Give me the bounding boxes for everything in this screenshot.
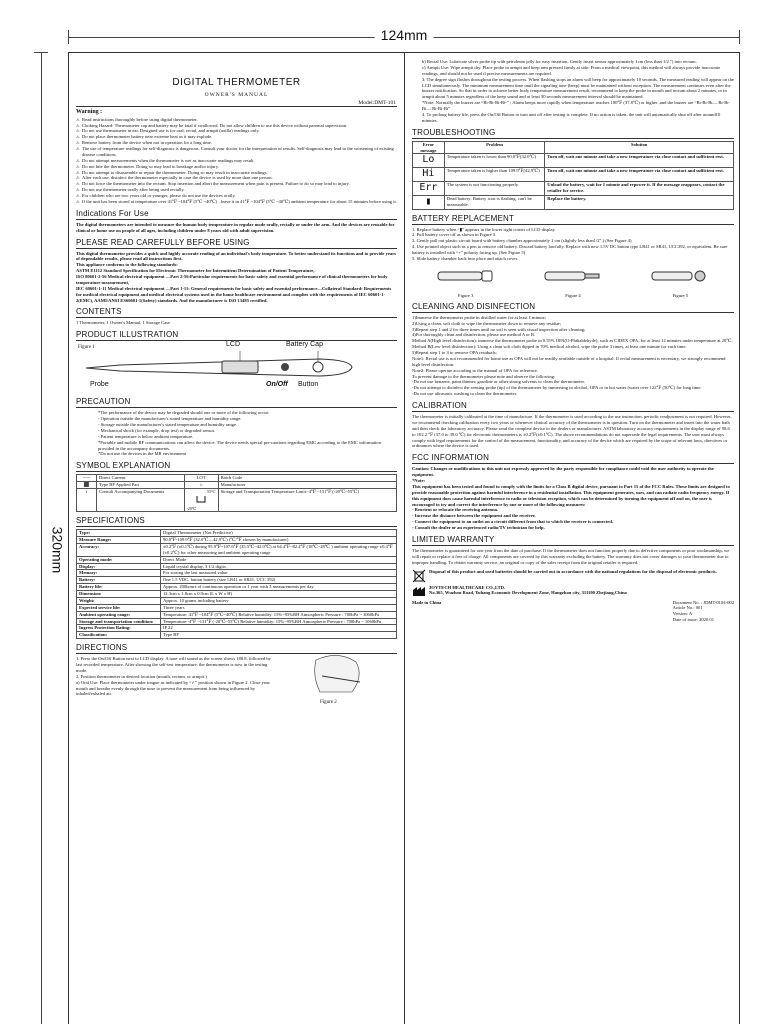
symbol-row [77, 482, 397, 489]
contents-text: 1 Thermometer, 1 Owner's Manual, 1 Storage Case [76, 320, 171, 326]
disposal-text: Disposal of this product and used batteries should be carried out in accordance with the national regulations for the disposal of electronic products. [429, 568, 717, 574]
figure-2-label: Figure 2 [320, 700, 337, 706]
read-carefully-heading: PLEASE READ CAREFULLY BEFORE USING [76, 238, 397, 249]
circuit-board-figure [543, 264, 603, 288]
spec-value: 12.3cm x 1.8cm x 0.9cm (L x W x H) [161, 591, 397, 598]
symbol-glyph: LOT [184, 475, 218, 482]
precaution-item: - Storage outside the manufacturer's stated temperature and humidity range. [98, 422, 238, 428]
cleaning-item: Note2: Please operate according to the manual of OPA for reference. [412, 367, 538, 373]
cleaning-item: -Do not attempt to disinfect the sensing probe (tip) of the thermometer by immersing in alcohol, OPA or in hot water (water over 122℉ (50℃) for long time. [412, 385, 702, 391]
calibration-text: The thermometer is initially calibrated at the time of manufacture. If the thermometer is used according to the use instruction, periodic readjustment is not required. However, we recommend checking calibration every two years or whenever clinical accuracy of the thermometer is in question. Turn on the thermometer and insert into the water bath and then check the laboratory accuracy. Please send the complete device to the dealers or manufacturer. ASTM laboratory accuracy requirements in the display range of 98.6 to 102.2 ℉ (37.0 to 39.0 ℃) for electronic thermometers is ±0.2℉(±0.1℃). The above recommendations do not supersede the legal requirements. The user must always comply with legal requirements for the control of the measurement, functionality, and accuracy of the device which are required by the scope of relevant laws, directives or ordinances where the device is used. [412, 414, 732, 449]
spec-label: Battery life: [77, 584, 161, 591]
battery-figures [412, 264, 734, 298]
battery-heading: BATTERY REPLACEMENT [412, 214, 734, 225]
spec-value: Digital Thermometer (Not Predictive) [161, 530, 397, 537]
spec-label: Ambient operating range: [77, 611, 161, 618]
spec-row [77, 591, 397, 598]
product-illustration [76, 343, 397, 393]
left-column [69, 53, 405, 1024]
directions-list [76, 656, 276, 697]
solution-text: Unload the battery, wait for 1 minute and repower it. If the message reappears, contact the retailer for service. [545, 181, 734, 195]
document-footer [412, 600, 734, 624]
problem-text: The system is not functioning properly. [444, 181, 544, 195]
spec-row [77, 611, 397, 618]
fcc-measure: - Reorient or relocate the receiving antenna. [412, 507, 499, 513]
spec-row [77, 563, 397, 570]
battery-step: 1. Replace battery when “▮” appears in the lower right corner of LCD display. [412, 226, 556, 232]
solution-text: Turn off, wait one minute and take a new temperature via close contact and sufficient rest. [545, 168, 734, 182]
warning-item: ⚠ Choking Hazard: Thermometer cap and battery may be fatal if swallowed. Do not allow children to use this device without parental supervision. [76, 123, 397, 129]
spec-row [77, 604, 397, 611]
spec-value: For storing the last measured value [161, 570, 397, 577]
battery-step: 2. Pull battery cover off as shown in Figure 3. [412, 232, 497, 238]
spec-value: One 1.5 VDC. button battery (size LR41 or SR41, UCC 392) [161, 577, 397, 584]
specifications-heading: SPECIFICATIONS [76, 516, 397, 527]
cleaning-item: To prevent damage to the thermometer please note and observe the following: [412, 373, 556, 379]
spec-label: Ingress Protection Rating: [77, 625, 161, 632]
fcc-heading: FCC INFORMATION [412, 453, 734, 464]
made-in: Made in China [412, 599, 442, 605]
symbol-heading: SYMBOL EXPLANATION [76, 461, 397, 472]
temp-high: 55℃ [207, 489, 216, 495]
warranty-text: The thermometer is guaranteed for one year from the date of purchase. If the thermometer does not function properly due to defective components or poor workmanship, we will repair or replace it free of charge. All components are covered by this warranty excluding the battery. The warranty does not cover damages to your thermometer due to improper handling. To obtain warranty service, an original or copy of the sales receipt from the original retailer is required. [412, 547, 730, 565]
figure-4 [543, 264, 603, 298]
fcc-measure: - Connect the equipment to an outlet on a circuit different from that to which the receiver is connected. [412, 519, 614, 525]
contents-heading: CONTENTS [76, 307, 397, 318]
direction-item: c) Armpit Use: Wipe armpit dry. Place probe in armpit and keep arm pressed firmly at side. From a medical viewpoint, this method will always provide inaccurate readings, and should not be used if precise measurements are required. [422, 64, 721, 76]
precaution-item: *Do not use the devices in the MR environment [98, 451, 187, 457]
figure-1-label: Figure 1 [78, 345, 95, 351]
right-column [405, 53, 740, 1024]
warning-item: ⚠ After each use, disinfect the thermometer especially in case the device is used by more than one person. [76, 175, 397, 181]
col-header: Problem [444, 141, 544, 154]
precaution-item: - Operation outside the manufacturer's stated temperature and humidity range. [98, 416, 242, 422]
cleaning-item: Note1: Rectal use is not recommended for home use as OPA will not be readily available outside of a hospital. If rectal measurement is necessary, we strongly recommend high level disinfection. [412, 355, 726, 367]
spec-value: Approx. 200hours of continuous operation or 1 year with 3 measurements per day [161, 584, 397, 591]
spec-value: Type BF [161, 632, 397, 639]
probe-label: Probe [90, 381, 109, 389]
solution-text: Replace the battery. [545, 195, 734, 209]
warning-item: ⚠ Do not use thermometer orally after being used rectally. [76, 187, 397, 193]
warranty-heading: LIMITED WARRANTY [412, 535, 734, 546]
precaution-item: - Patient temperature is below ambient temperature. [98, 433, 194, 439]
warning-item: ⚠ Do not bite the thermometer. Doing so may lead to breakage and/or injury. [76, 164, 397, 170]
cleaning-item: -Do not use ultrasonic washing to clean the thermometer. [412, 391, 517, 397]
spec-label: Battery: [77, 577, 161, 584]
direction-item: 3. The degree sign flashes throughout the testing process. When flashing stops an alarm will beep for approximately 10 seconds. The measured reading will appear on the LCD simultaneously. The minimum measurement time until the signaling tone (beep) must be maintained without exception. The measurement continues even after the buzzer notification. So that in order to achieve better body temperature measurement result, recommend to keep the probe in mouth and rectum about 2 minutes, or in armpit about 5 minutes regardless of the beep sound and at least 30 seconds measurement interval should be maintained. [422, 76, 734, 100]
width-label: 124mm [375, 27, 434, 43]
spec-label: Display: [77, 563, 161, 570]
thermometer-illustration [80, 351, 380, 381]
precaution-list [76, 410, 397, 457]
warning-item: ⚠ Do not place thermometer battery near extreme heat as it may explode. [76, 134, 397, 140]
cleaning-item: Method B(Low level disinfection): Using a clean soft cloth dipped in 70% medical alcohol, wipe the probe 3 times, at least one minute for each time. [412, 344, 687, 350]
battery-cover-figure [436, 264, 496, 288]
troubleshooting-row [413, 195, 734, 209]
symbol-glyph: ~~~ [77, 475, 97, 482]
spec-row [77, 597, 397, 604]
spec-label: Dimension: [77, 591, 161, 598]
product-heading: PRODUCT ILLUSTRATION [76, 330, 397, 341]
solution-text: Turn off, wait one minute and take a new temperature via close contact and sufficient rest. [545, 154, 734, 168]
precaution-item: *The performance of the device may be degraded should one or more of the following occur: [98, 410, 270, 416]
troubleshooting-heading: TROUBLESHOOTING [412, 128, 734, 139]
figure-3-label: Figure 3 [457, 292, 474, 298]
spec-label: Operating mode: [77, 556, 161, 563]
spec-value: Liquid crystal display, 3 1/2 digits [161, 563, 397, 570]
spec-value: IP 22 [161, 625, 397, 632]
precaution-item: - Mechanical shock (for example, drop test) or degraded sensor. [98, 427, 216, 433]
indications-text: The digital thermometers are intended to measure the human body temperature in regular mode orally, rectally or under the arm. And the devices are reusable for clinical or home use on people of all ages, including children under 8 years old with adult supervision. [76, 221, 395, 233]
temperature-limit-icon [184, 489, 218, 512]
dimension-tick [34, 52, 48, 53]
spec-label: Memory: [77, 570, 161, 577]
precaution-item: *Portable and mobile RF communications can affect the device. The device needs special pre-cautions regarding EMC according to the EMC information provided in the accompany documents. [98, 439, 381, 451]
spec-row [77, 625, 397, 632]
warning-item: ⚠ Read instructions thoroughly before using digital thermometer. [76, 117, 397, 123]
fcc-measure: - Increase the distance between the equipment and the receiver. [412, 513, 536, 519]
spec-value: ±0.2℉ (±0.1℃) during 95.9℉~107.6℉ (35.5℃~42.0℃) at 64.4℉~82.4℉ (18℃~28℃ ) ambient operating range ±0.4℉ (±0.2℃) for other measuring and ambient operating range [161, 543, 397, 556]
dimension-line [41, 52, 42, 1024]
manufacturer-block [412, 585, 734, 597]
height-dimension-marker [34, 52, 66, 1024]
warning-item: ⚠ Do not force the thermometer into the rectum. Stop insertion and abort the measurement when pain is present. Failure to do so may lead to injury. [76, 181, 397, 187]
standard-item: IEC 60601-1-11 Medical electrical equipment —Part 1-11: General requirements for basic safety and essential performance—Collateral Standard: Requirements for medical electrical equipment and medical electrical systems used in the home healthcare environment and complies with the requirements of IEC 60601-1-2(EMC), AAMI/ANSI ES60601-1(Safety) standards. And the manufacturer is ISO 13485 certified. [76, 285, 392, 303]
spec-row [77, 543, 397, 556]
directions-block [76, 656, 397, 706]
battery-insert-figure [650, 264, 710, 288]
problem-text: Temperature taken is lower than 90.0℉(32.0℃) [444, 154, 544, 168]
spec-row [77, 618, 397, 625]
symbol-description: Storage and Transportation Temperature Limit:-4℉ ~131℉ (-20℃~55℃) [218, 489, 396, 512]
standard-item: ASTM E1112 Standard Specification for Electronic Thermometer for Intermittent Determination of Patient Temperature, [76, 268, 315, 274]
standards-intro: This appliance conforms to the following standards: [76, 262, 178, 268]
spec-label: Storage and transportation condition: [77, 618, 161, 625]
direction-item: b) Rectal Use: Lubricate silver probe tip with petroleum jelly for easy insertion. Gently insert sensor approximately 1cm (less than 1/2 ") into rectum. [422, 59, 697, 64]
spec-label: Accuracy: [77, 543, 161, 556]
direction-item: 1. Press the On/Off Button next to LCD display. A tone will sound as the screen shows 188.8, followed by last recorded temperature. After showing the self-test temperature, the thermometer is now in the testing mode. [76, 656, 271, 673]
symbol-glyph: i [77, 489, 97, 512]
spec-label: Expected service life: [77, 604, 161, 611]
version: Version: A [672, 611, 693, 617]
spec-value: 90.0℉-109.9℉ (32.0℃—42.9℃) (℃/℉ chosen by manufacturer) [161, 537, 397, 544]
figure-5-label: Figure 5 [672, 292, 689, 298]
direction-item: 4. To prolong battery life, press the On/Off Button to turn unit off after testing is complete. If no action is taken, the unit will automatically shut off after around10 minutes. [422, 111, 721, 123]
spec-value: Direct Mode [161, 556, 397, 563]
fcc-measure: - Consult the dealer or an experienced radio/TV technician for help. [412, 525, 545, 531]
spec-value: Three years [161, 604, 397, 611]
figure-4-label: Figure 4 [565, 292, 581, 298]
article-number: Article No.: 001 [672, 605, 703, 611]
manual-page [68, 52, 740, 1024]
direction-item: *Note: Normally the buzzer are “Bi-Bi-Bi-Bi-” ; Alarm beeps more rapidly when temperature reaches 100℉ (37.8℃) or higher ,and the buzzer are “Bi-Bi-Bi— Bi-Bi-Bi— Bi-Bi-Bi” [422, 100, 731, 111]
error-code: Lo [413, 154, 445, 168]
spec-row [77, 537, 397, 544]
company-name: JOYTECH HEALTHCARE CO.,LTD. [429, 584, 506, 590]
specifications-table [76, 529, 397, 639]
height-label: 320mm [49, 521, 65, 580]
battery-cap-label: Battery Cap [286, 341, 323, 349]
col-header: Solution [545, 141, 734, 154]
document-number: Document No. : JDMT-0104-002 [672, 599, 734, 605]
fcc-measures-list [412, 507, 734, 531]
troubleshooting-table [412, 141, 734, 210]
dimension-tick [739, 30, 740, 44]
spec-label: Weight: [77, 597, 161, 604]
document-title: DIGITAL THERMOMETER [172, 77, 301, 88]
document-subtitle: OWNER'S MANUAL [204, 92, 269, 98]
symbol-description: Direct Current [97, 475, 185, 482]
width-dimension-marker [68, 27, 740, 44]
error-code: ▮ [413, 195, 445, 209]
spec-value: Temperature: 41℉ ~104℉ (5℃~40℃) Relative humidity: 15%~95%RH Atmospheric Pressure : 700hPa ~ 1060hPa [161, 611, 397, 618]
cleaning-item: 5)Repeat step 1 to 3 to remove OPA residuals; [412, 350, 497, 356]
weee-bin-icon [412, 569, 426, 583]
model-number: Model:DMT-101 [358, 100, 396, 106]
warning-item: ⚠ If the unit has been stored at temperature over 41℉ ~104℉ (5℃ ~40℃) , leave it in 41℉ ~104℉ (5℃ ~40℃) ambient temperature for about 15 minutes before using it. [76, 199, 397, 205]
problem-text: Dead battery: Battery icon is flashing, can't be measurable. [444, 195, 544, 209]
error-code: Hi [413, 168, 445, 182]
troubleshooting-row [413, 168, 734, 182]
spec-label: Type: [77, 530, 161, 537]
troubleshooting-row [413, 181, 734, 195]
spec-row [77, 632, 397, 639]
cleaning-item: 4)For thoroughly clean and disinfection, please use method A or B. [412, 332, 536, 338]
cleaning-item: 2)Using a clean, soft cloth to wipe the thermometer down to remove any residue; [412, 320, 561, 326]
cleaning-heading: CLEANING AND DISINFECTION [412, 302, 734, 313]
fcc-text: This equipment has been tested and found to comply with the limits for a Class B digital device, pursuant to Part 15 of the FCC Rules. These limits are designed to provide reasonable protection against harmful interference in a residential installation. This equipment generates, uses, and can radiate radio frequency energy. If this equipment does cause harmful interference to radio or television reception, which can be determined by turning the equipment off and on, the user is encouraged to try and correct the interference by one or more of the following measures: [412, 483, 730, 507]
figure-5 [650, 264, 710, 298]
spec-row [77, 570, 397, 577]
troubleshooting-row [413, 154, 734, 168]
standard-item: ISO 80601-2-56 Medical electrical equipment —Part 2-56:Particular requirements for basic safety and essential performance of clinical thermometers for body temperature measurement, [76, 274, 388, 285]
spec-value: Approx. 10 grams including battery [161, 597, 397, 604]
directions-heading: DIRECTIONS [76, 643, 397, 654]
calibration-heading: CALIBRATION [412, 401, 734, 412]
spec-label: Classification: [77, 632, 161, 639]
warning-item: ⚠ For children who are two years old or younger, please do not use the devices orally. [76, 193, 397, 199]
symbol-row [77, 489, 397, 512]
symbol-description: Manufacturer [218, 482, 396, 489]
direction-item: a) Oral Use: Place thermometer under tongue as indicated by “✓” position shown in Figure 2. Close your mouth and breathe evenly through the nose to prevent the measurement from being influenced by inhaled/exhaled air. [76, 679, 270, 697]
cleaning-list [412, 315, 734, 397]
cleaning-item: 3)Repeat step 1 and 2 for three times until no soil is seen with visual inspection after cleaning; [412, 326, 586, 332]
cleaning-item: Method A(High level disinfection): immerse the thermometer probe in 0.55% OPA(O-Phthaldehyde), such as CIDEX OPA, for at least 12 minutes under temperature at 20℃; [412, 338, 733, 344]
symbol-table [76, 474, 397, 512]
problem-text: Temperature taken is higher than 109.9℉(42.9℃) [444, 168, 544, 182]
spec-label: Measure Range: [77, 537, 161, 544]
onoff-label: On/Off [266, 381, 288, 389]
precaution-heading: PRECAUTION [76, 397, 397, 408]
thermometer-limit-icon [195, 494, 207, 504]
battery-step: 5. Slide battery chamber back into place and attach cover. [412, 255, 518, 261]
warning-item: ⚠ Do not attempt measurements when the thermometer is wet as inaccurate readings may result. [76, 158, 397, 164]
warning-list [76, 117, 397, 205]
button-label: Button [298, 381, 319, 389]
cleaning-item: 1)Immerse the thermometer probe in distilled water for at least 1 minute; [412, 314, 547, 320]
error-code: Err [413, 181, 445, 195]
figure-3 [436, 264, 496, 298]
symbol-glyph: ⌂ [184, 482, 218, 489]
battery-step: 4. Use pointed object such as a pen to remove old battery. Discard battery lawfully. Replace with new 1.5V DC button type LR41 or SR41, UCC392, or equivalent. Be sure battery is installed with “+” polarity facing up. (See Figure 5) [412, 244, 728, 256]
symbol-description: Consult Accompanying Documents [97, 489, 185, 512]
spec-value: Temperature:-4℉ ~131℉ (-20℃~55℃) Relative humidity: 15%~95%RH Atmospheric Pressure : 700hPa ~ 1060hPa [161, 618, 397, 625]
battery-list [412, 227, 734, 262]
spec-row [77, 577, 397, 584]
temp-low: -20℃ [186, 506, 197, 512]
oral-position-figure [308, 652, 368, 700]
warning-item: ⚠ Do not attempt to disassemble or repair the thermometer. Doing so may result in inaccurate readings. [76, 170, 397, 176]
col-header: Error message [413, 141, 445, 154]
direction-item: 2. Position thermometer in desired location (mouth, rectum, or armpit.) [76, 673, 207, 679]
warning-item: ⚠ Do not use thermometer in ear. Designed use is for oral, rectal, and armpit (axilla) readings only. [76, 128, 397, 134]
symbol-row [77, 475, 397, 482]
fcc-note: *Note: [412, 478, 426, 484]
warning-item: ⚠ Remove battery from the device when not in operation for a long time. [76, 140, 397, 146]
issue-date: Date of issue: 2020.01 [672, 617, 714, 623]
symbol-description: Batch Code [218, 475, 396, 482]
manufacturer-icon [412, 585, 426, 597]
lcd-label: LCD [226, 341, 241, 349]
indications-heading: Indications For Use [76, 209, 397, 220]
company-address: No.365, Wuzhou Road, Yuhang Economic Development Zone, Hangzhou city, 311100 Zhejiang,China [429, 590, 627, 596]
symbol-description: Type BF Applied Part [97, 482, 185, 489]
spec-row [77, 584, 397, 591]
spec-row [77, 530, 397, 537]
symbol-glyph: ⬛ [77, 482, 97, 489]
cleaning-item: -Do not use benzene, paint thinner, gasoline or other strong solvents to clean the thermometer. [412, 379, 585, 385]
directions-continued-list [412, 59, 734, 124]
dimension-tick [68, 30, 69, 44]
battery-step: 3. Gently pull out plastic circuit board with battery chamber approximately 1 cm (slightly less than1/2".) (See Figure 4) [412, 238, 632, 244]
fcc-intro: Caution: Changes or modifications to this unit not expressly approved by the party responsible for compliance could void the user authority to operate the equipment. [412, 466, 714, 478]
standards-list [76, 268, 397, 303]
warning-item: ⚠ The use of temperature readings for self-diagnosis is dangerous. Consult your doctor for the interpretation of results. Self-diagnosis may lead to the worsening of existing disease conditions. [76, 146, 397, 158]
spec-row [77, 556, 397, 563]
disposal-block [412, 569, 734, 583]
warning-heading: Warning : [76, 109, 103, 115]
read-text: This digital thermometer provides a quick and highly accurate reading of an individual's body temperature. To better understand its functions and to provide years of dependable results, please read all instructions first. [76, 250, 397, 262]
